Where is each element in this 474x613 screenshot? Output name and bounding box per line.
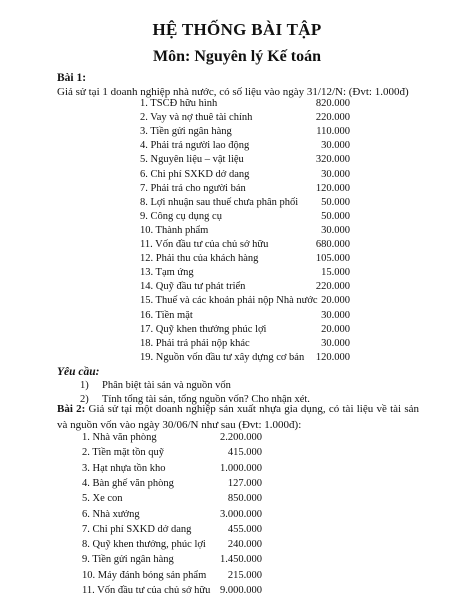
item-name: 3. Tiền gửi ngân hàng [140, 126, 232, 138]
item-value: 680.000 [315, 239, 350, 250]
list-item [140, 252, 350, 265]
list-item [140, 168, 350, 181]
item-value: 30.000 [321, 337, 350, 349]
item-value: 850.000 [227, 493, 262, 505]
bai1-intro: Giả sử tại 1 doanh nghiệp nhà nước, có số liệu vào ngày 31/12/N: (Đvt: 1.000đ) [57, 86, 409, 98]
list-item [82, 477, 262, 490]
list-item [140, 125, 350, 138]
list-item [140, 196, 350, 209]
item-value: 50.000 [321, 210, 350, 222]
item-value: 120.000 [315, 351, 350, 363]
list-item [82, 492, 262, 505]
item-name: 9. Công cụ dụng cụ [140, 210, 222, 222]
list-item [140, 238, 350, 251]
item-value: 30.000 [321, 140, 350, 152]
item-value: 20.000 [321, 323, 350, 335]
list-item [140, 266, 350, 279]
list-item [140, 224, 350, 237]
item-value: 820.000 [315, 98, 350, 109]
item-value: 220.000 [315, 112, 350, 124]
item-name: 3. Hạt nhựa tồn kho [82, 462, 166, 474]
bai1-label: Bài 1: [57, 72, 87, 84]
item-value: 15.000 [321, 267, 350, 279]
list-item [140, 309, 350, 322]
item-value: 30.000 [321, 309, 350, 321]
item-value: 455.000 [227, 523, 262, 535]
item-name: 1. TSCĐ hữu hình [140, 98, 218, 109]
item-name: 11. Vốn đầu tư của chủ sở hữu [140, 239, 269, 250]
item-name: 18. Phải trả phải nộp khác [140, 337, 250, 349]
item-value: 320.000 [315, 154, 350, 166]
item-name: 5. Nguyên liệu – vật liệu [140, 154, 244, 166]
requirements-label: Yêu cầu: [57, 366, 100, 378]
item-value: 127.000 [227, 477, 262, 489]
item-value: 20.000 [321, 295, 350, 307]
list-item [82, 584, 262, 597]
item-name: 4. Bàn ghế văn phòng [82, 477, 174, 489]
list-item [82, 538, 262, 551]
item-name: 17. Quỹ khen thưởng phúc lợi [140, 323, 267, 335]
page-title: HỆ THỐNG BÀI TẬP [152, 20, 322, 39]
item-name: 8. Lợi nhuận sau thuế chưa phân phối [140, 196, 299, 208]
item-value: 3.000.000 [220, 508, 262, 520]
list-item [82, 553, 262, 566]
item-name: 10. Máy đánh bóng sản phẩm [82, 569, 207, 581]
item-name: 9. Tiền gửi ngân hàng [82, 554, 174, 566]
requirement-text: Phân biệt tài sản và nguồn vốn [102, 380, 231, 391]
list-item [82, 569, 262, 582]
item-name: 5. Xe con [82, 493, 123, 505]
item-name: 19. Nguồn vốn đầu tư xây dựng cơ bản [140, 351, 305, 363]
item-name: 7. Phải trả cho người bán [140, 182, 246, 194]
item-name: 11. Vốn đầu tư của chủ sở hữu [82, 585, 211, 596]
list-item [140, 210, 350, 223]
list-item [82, 462, 262, 475]
item-name: 16. Tiền mặt [140, 309, 193, 321]
requirement-number: 1) [80, 380, 89, 391]
bai2-label: Bài 2: [57, 403, 86, 415]
list-item [140, 351, 350, 364]
list-item [82, 446, 262, 459]
list-item [140, 97, 350, 110]
item-name: 13. Tạm ứng [140, 267, 194, 279]
item-name: 8. Quỹ khen thưởng, phúc lợi [82, 539, 206, 551]
item-name: 12. Phải thu của khách hàng [140, 253, 259, 265]
item-value: 30.000 [321, 168, 350, 180]
item-name: 14. Quỹ đầu tư phát triển [140, 281, 246, 293]
item-value: 415.000 [227, 447, 262, 459]
list-item [140, 280, 350, 293]
bai2-intro: Giả sử tại một doanh nghiệp sản xuất nhựa gia dụng, có tài liệu về tài sản và nguồn vốn vào ngày 30/06/N như sau (Đvt: 1.000đ): [57, 403, 419, 431]
item-name: 6. Chi phí SXKD dở dang [140, 168, 250, 180]
item-value: 1.450.000 [220, 554, 262, 566]
item-name: 2. Vay và nợ thuê tài chính [140, 112, 253, 124]
list-item [140, 139, 350, 152]
bai2-intro-paragraph [57, 401, 419, 433]
item-value: 215.000 [227, 569, 262, 581]
requirement-text: Tính tổng tài sản, tổng nguồn vốn? Cho nhận xét. [102, 394, 310, 405]
item-value: 120.000 [315, 182, 350, 194]
item-value: 2.200.000 [220, 432, 262, 443]
list-item [140, 111, 350, 124]
item-value: 50.000 [321, 196, 350, 208]
item-name: 15. Thuế và các khoản phải nộp Nhà nước [140, 295, 318, 307]
item-name: 1. Nhà văn phòng [82, 432, 157, 443]
list-item [140, 153, 350, 166]
item-name: 2. Tiền mặt tồn quỹ [82, 447, 164, 459]
item-name: 4. Phải trả người lao động [140, 140, 250, 152]
list-item [140, 337, 350, 350]
item-name: 7. Chi phí SXKD dở dang [82, 523, 192, 535]
list-item [82, 523, 262, 536]
item-value: 30.000 [321, 224, 350, 236]
list-item [140, 182, 350, 195]
item-value: 1.000.000 [220, 462, 262, 474]
course-subtitle: Môn: Nguyên lý Kế toán [153, 48, 321, 65]
item-name: 10. Thành phẩm [140, 224, 209, 236]
item-name: 6. Nhà xưởng [82, 508, 140, 520]
item-value: 220.000 [315, 281, 350, 293]
requirement-number: 2) [80, 394, 89, 405]
item-value: 105.000 [315, 253, 350, 265]
list-item [140, 323, 350, 336]
list-item [82, 508, 262, 521]
list-item [140, 294, 350, 307]
item-value: 240.000 [227, 539, 262, 551]
list-item [82, 431, 262, 444]
item-value: 110.000 [316, 126, 350, 138]
item-value: 9.000.000 [220, 585, 262, 596]
